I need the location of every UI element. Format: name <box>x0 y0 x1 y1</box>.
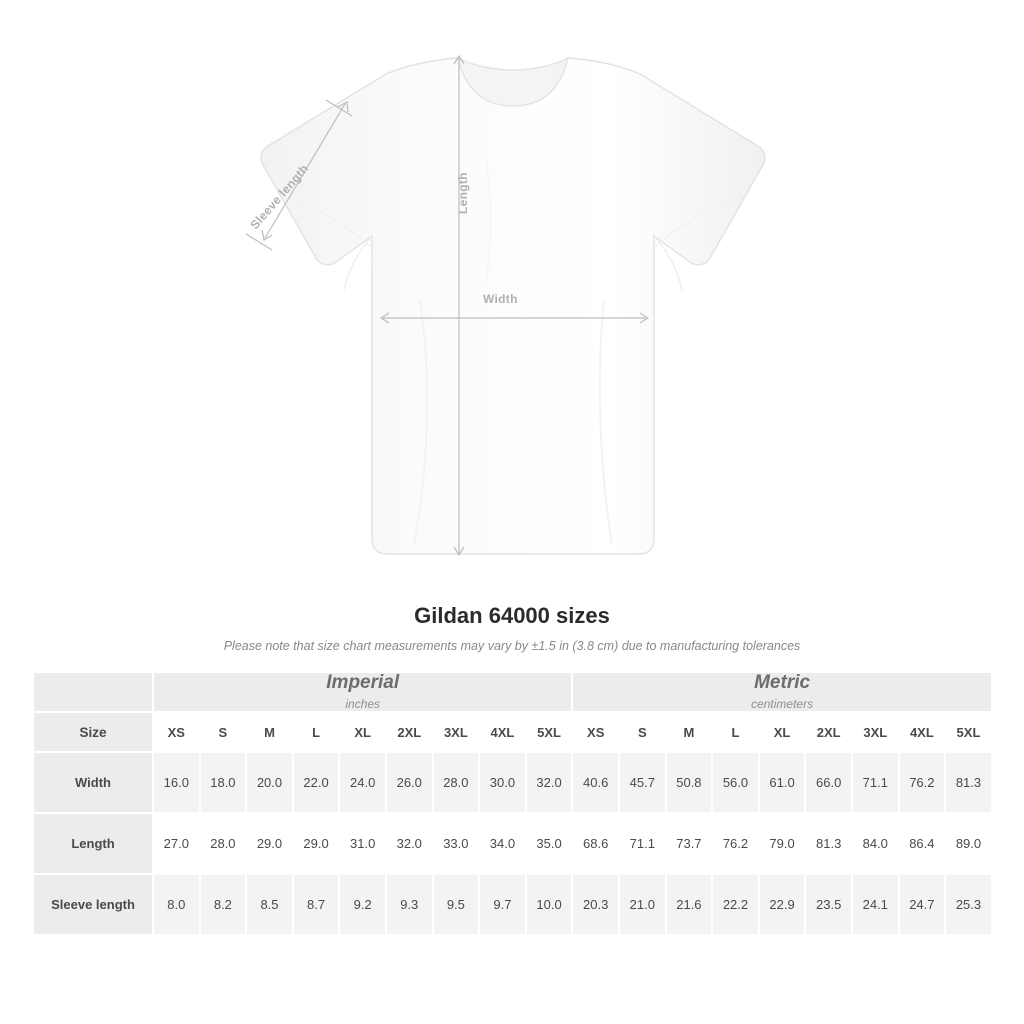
size-header-cell: L <box>293 712 340 752</box>
row-label-width: Width <box>33 752 153 813</box>
size-header-cell: 4XL <box>479 712 526 752</box>
cell-value: 86.4 <box>899 813 946 874</box>
size-header-cell: XL <box>759 712 806 752</box>
cell-value: 8.0 <box>153 874 200 935</box>
size-header-cell: 5XL <box>945 712 992 752</box>
cell-value: 34.0 <box>479 813 526 874</box>
cell-value: 21.6 <box>666 874 713 935</box>
tolerance-note: Please note that size chart measurements may vary by ±1.5 in (3.8 cm) due to manufacturing tolerances <box>223 639 801 653</box>
cell-value: 81.3 <box>945 752 992 813</box>
unit-header-row <box>33 672 992 712</box>
unit-sub-imperial: inches <box>345 696 381 711</box>
size-header-cell: XS <box>153 712 200 752</box>
cell-value: 66.0 <box>805 752 852 813</box>
unit-header-metric <box>572 672 991 712</box>
size-header-cell: S <box>619 712 666 752</box>
cell-value: 22.9 <box>759 874 806 935</box>
cell-value: 56.0 <box>712 752 759 813</box>
size-header-row <box>33 712 992 752</box>
unit-header-imperial <box>153 672 572 712</box>
size-chart-table <box>32 671 993 936</box>
width-dimension-label: Width <box>483 292 518 306</box>
size-header-cell: L <box>712 712 759 752</box>
cell-value: 9.2 <box>339 874 386 935</box>
cell-value: 81.3 <box>805 813 852 874</box>
size-header-cell: M <box>666 712 713 752</box>
cell-value: 8.7 <box>293 874 340 935</box>
cell-value: 24.7 <box>899 874 946 935</box>
size-header-cell: 4XL <box>899 712 946 752</box>
cell-value: 28.0 <box>433 752 480 813</box>
cell-value: 29.0 <box>246 813 293 874</box>
size-header-cell: 3XL <box>433 712 480 752</box>
cell-value: 27.0 <box>153 813 200 874</box>
cell-value: 89.0 <box>945 813 992 874</box>
cell-value: 71.1 <box>619 813 666 874</box>
cell-value: 10.0 <box>526 874 573 935</box>
unit-name-imperial: Imperial <box>326 672 400 694</box>
size-table-wrapper <box>32 671 992 936</box>
cell-value: 29.0 <box>293 813 340 874</box>
size-header-cell: 3XL <box>852 712 899 752</box>
cell-value: 24.0 <box>339 752 386 813</box>
cell-value: 79.0 <box>759 813 806 874</box>
cell-value: 20.0 <box>246 752 293 813</box>
cell-value: 8.5 <box>246 874 293 935</box>
cell-value: 68.6 <box>572 813 619 874</box>
row-label-length: Length <box>33 813 153 874</box>
size-header-cell: XS <box>572 712 619 752</box>
cell-value: 9.5 <box>433 874 480 935</box>
size-label-cell: Size <box>33 712 153 752</box>
table-row <box>33 752 992 813</box>
cell-value: 26.0 <box>386 752 433 813</box>
cell-value: 22.0 <box>293 752 340 813</box>
cell-value: 21.0 <box>619 874 666 935</box>
cell-value: 8.2 <box>200 874 247 935</box>
cell-value: 28.0 <box>200 813 247 874</box>
cell-value: 32.0 <box>386 813 433 874</box>
cell-value: 31.0 <box>339 813 386 874</box>
cell-value: 25.3 <box>945 874 992 935</box>
cell-value: 71.1 <box>852 752 899 813</box>
cell-value: 76.2 <box>712 813 759 874</box>
cell-value: 50.8 <box>666 752 713 813</box>
cell-value: 30.0 <box>479 752 526 813</box>
unit-sub-metric: centimeters <box>751 696 814 711</box>
cell-value: 73.7 <box>666 813 713 874</box>
size-header-cell: S <box>200 712 247 752</box>
page-title: Gildan 64000 sizes <box>414 603 610 628</box>
cell-value: 16.0 <box>153 752 200 813</box>
cell-value: 18.0 <box>200 752 247 813</box>
cell-value: 76.2 <box>899 752 946 813</box>
cell-value: 40.6 <box>572 752 619 813</box>
cell-value: 22.2 <box>712 874 759 935</box>
cell-value: 9.3 <box>386 874 433 935</box>
size-header-cell: XL <box>339 712 386 752</box>
cell-value: 20.3 <box>572 874 619 935</box>
length-dimension-label: Length <box>456 172 470 214</box>
unit-name-metric: Metric <box>754 672 811 694</box>
cell-value: 33.0 <box>433 813 480 874</box>
row-label-sleeve-length: Sleeve length <box>33 874 153 935</box>
size-header-cell: 2XL <box>386 712 433 752</box>
cell-value: 61.0 <box>759 752 806 813</box>
size-header-cell: 2XL <box>805 712 852 752</box>
cell-value: 84.0 <box>852 813 899 874</box>
table-corner-cell <box>33 672 153 712</box>
sleeve-length-dimension-label: Sleeve length <box>247 161 312 232</box>
cell-value: 45.7 <box>619 752 666 813</box>
cell-value: 23.5 <box>805 874 852 935</box>
cell-value: 35.0 <box>526 813 573 874</box>
cell-value: 9.7 <box>479 874 526 935</box>
table-row <box>33 813 992 874</box>
cell-value: 32.0 <box>526 752 573 813</box>
cell-value: 24.1 <box>852 874 899 935</box>
table-row <box>33 874 992 935</box>
size-header-cell: 5XL <box>526 712 573 752</box>
title-block <box>0 603 1024 653</box>
size-header-cell: M <box>246 712 293 752</box>
